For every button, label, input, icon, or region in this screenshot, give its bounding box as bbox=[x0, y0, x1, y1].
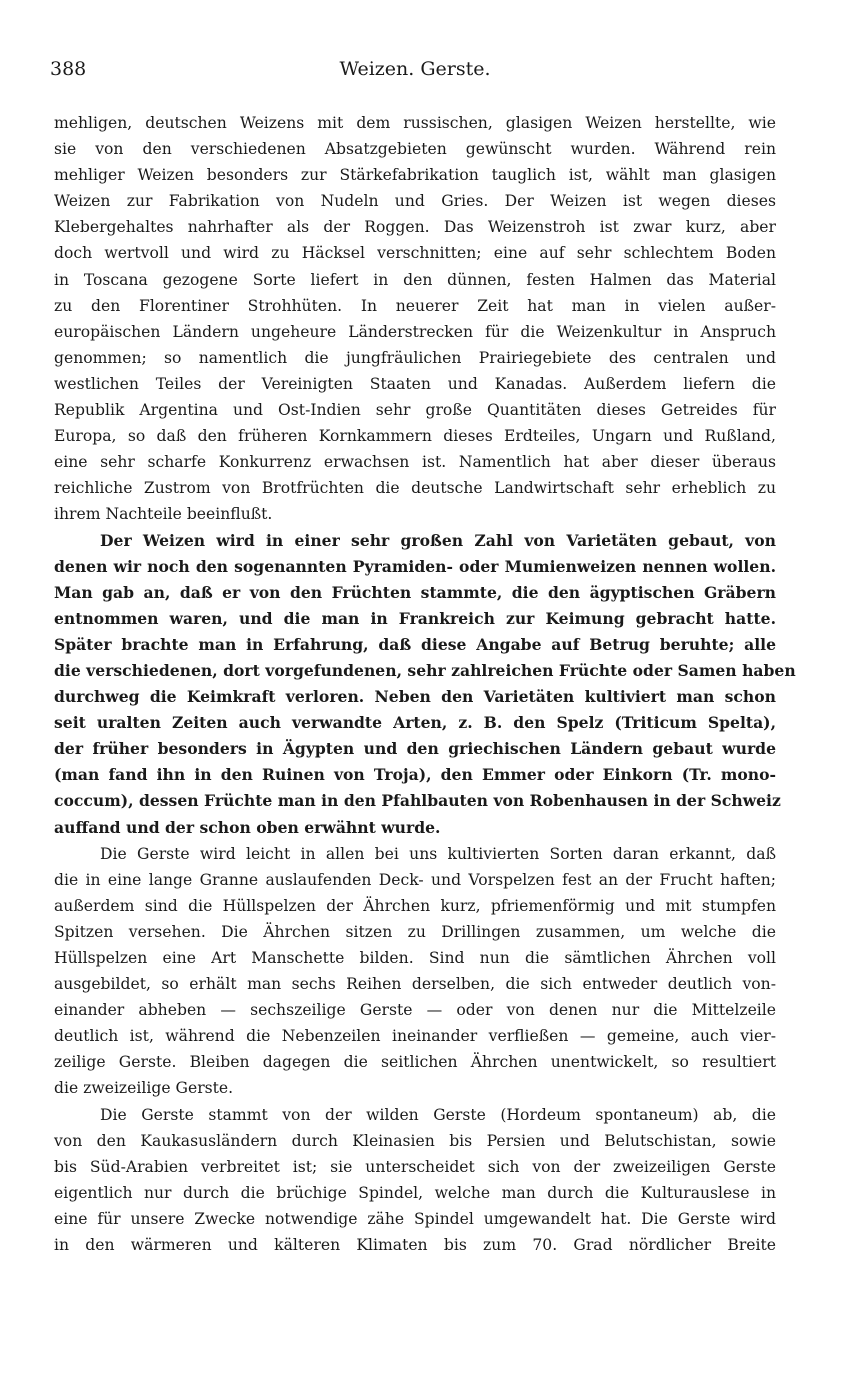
text-line: Republik Argentina und Ost-Indien sehr große Quantitäten dieses Getreides für bbox=[54, 401, 776, 420]
text-line: genommen; so namentlich die jungfräulichen Prairiegebiete des centralen und bbox=[54, 348, 776, 367]
paragraph-4 bbox=[54, 1102, 776, 1259]
paragraph-3 bbox=[54, 841, 776, 1102]
paragraph-1 bbox=[54, 110, 776, 528]
text-line: Spitzen versehen. Die Ährchen sitzen zu Drillingen zusammen, um welche die bbox=[54, 922, 776, 941]
text-line: eigentlich nur durch die brüchige Spindel, welche man durch die Kulturauslese in bbox=[54, 1183, 776, 1202]
page-number: 388 bbox=[50, 58, 87, 80]
text-line: außerdem sind die Hüllspelzen der Ährchen kurz, pfriemenförmig und mit stumpfen bbox=[54, 896, 776, 915]
text-line: reichliche Zustrom von Brotfrüchten die deutsche Landwirtschaft sehr erheblich zu bbox=[54, 479, 776, 498]
text-line: eine für unsere Zwecke notwendige zähe Spindel umgewandelt hat. Die Gerste wird bbox=[54, 1209, 776, 1228]
body-text bbox=[54, 110, 796, 1258]
text-line: in den wärmeren und kälteren Klimaten bis zum 70. Grad nördlicher Breite bbox=[54, 1236, 776, 1255]
running-head: Weizen. Gerste. bbox=[339, 58, 491, 80]
text-line: Der Weizen wird in einer sehr großen Zahl von Varietäten gebaut, von bbox=[100, 530, 776, 550]
text-line: die verschiedenen, dort vorgefundenen, sehr zahlreichen Früchte oder Samen haben bbox=[54, 660, 796, 680]
text-line: Klebergehaltes nahrhafter als der Roggen. Das Weizenstroh ist zwar kurz, aber bbox=[54, 218, 776, 237]
text-line: einander abheben — sechszeilige Gerste — oder von denen nur die Mittelzeile bbox=[54, 1001, 776, 1020]
text-line: deutlich ist, während die Nebenzeilen ineinander verfließen — gemeine, auch vier- bbox=[54, 1027, 776, 1046]
text-line: Die Gerste wird leicht in allen bei uns kultivierten Sorten daran erkannt, daß bbox=[100, 844, 776, 863]
text-line: doch wertvoll und wird zu Häcksel verschnitten; eine auf sehr schlechtem Boden bbox=[54, 244, 776, 263]
page-header bbox=[50, 58, 780, 88]
text-line: sie von den verschiedenen Absatzgebieten gewünscht wurden. Während rein bbox=[54, 140, 776, 159]
text-line: eine sehr scharfe Konkurrenz erwachsen ist. Namentlich hat aber dieser überaus bbox=[54, 453, 776, 472]
text-line: Die Gerste stammt von der wilden Gerste (Hordeum spontaneum) ab, die bbox=[100, 1105, 776, 1124]
text-line: mehliger Weizen besonders zur Stärkefabrikation tauglich ist, wählt man glasigen bbox=[54, 166, 776, 185]
text-line: Weizen zur Fabrikation von Nudeln und Gries. Der Weizen ist wegen dieses bbox=[54, 192, 776, 211]
text-line: in Toscana gezogene Sorte liefert in den dünnen, festen Halmen das Material bbox=[54, 270, 776, 289]
text-line: europäischen Ländern ungeheure Länderstrecken für die Weizenkultur in Anspruch bbox=[54, 322, 776, 341]
text-line: auffand und der schon oben erwähnt wurde. bbox=[54, 817, 441, 837]
text-line: von den Kaukasusländern durch Kleinasien bis Persien und Belutschistan, sowie bbox=[54, 1131, 776, 1150]
text-line: mehligen, deutschen Weizens mit dem russischen, glasigen Weizen herstellte, wie bbox=[54, 114, 776, 132]
text-line: durchweg die Keimkraft verloren. Neben den Varietäten kultiviert man schon bbox=[54, 687, 776, 707]
text-line: die in eine lange Granne auslaufenden Deck- und Vorspelzen fest an der Frucht haften; bbox=[54, 870, 776, 889]
text-line: entnommen waren, und die man in Frankreich zur Keimung gebracht hatte. bbox=[54, 608, 776, 628]
text-line: seit uralten Zeiten auch verwandte Arten, z. B. den Spelz (Triticum Spelta), bbox=[54, 713, 776, 733]
text-line: Hüllspelzen eine Art Manschette bilden. Sind nun die sämtlichen Ährchen voll bbox=[54, 949, 776, 967]
text-line: coccum), dessen Früchte man in den Pfahlbauten von Robenhausen in der Schweiz bbox=[54, 791, 781, 811]
text-line: die zweizeilige Gerste. bbox=[54, 1079, 234, 1098]
text-line: Man gab an, daß er von den Früchten stammte, die den ägyptischen Gräbern bbox=[54, 582, 776, 602]
text-line: zeilige Gerste. Bleiben dagegen die seitlichen Ährchen unentwickelt, so resultiert bbox=[54, 1053, 776, 1072]
text-line: bis Süd-Arabien verbreitet ist; sie unterscheidet sich von der zweizeiligen Gerste bbox=[54, 1157, 776, 1176]
text-line: der früher besonders in Ägypten und den griechischen Ländern gebaut wurde bbox=[54, 739, 776, 759]
text-line: (man fand ihn in den Ruinen von Troja), den Emmer oder Einkorn (Tr. mono- bbox=[54, 765, 776, 785]
text-line: denen wir noch den sogenannten Pyramiden- oder Mumienweizen nennen wollen. bbox=[54, 556, 776, 576]
text-line: westlichen Teiles der Vereinigten Staaten und Kanadas. Außerdem liefern die bbox=[54, 374, 776, 393]
paragraph-2 bbox=[54, 528, 796, 841]
text-line: ihrem Nachteile beeinflußt. bbox=[54, 505, 273, 524]
text-line: ausgebildet, so erhält man sechs Reihen derselben, die sich entweder deutlich von- bbox=[54, 975, 776, 994]
text-line: zu den Florentiner Strohhüten. In neuerer Zeit hat man in vielen außer- bbox=[54, 296, 776, 315]
text-line: Später brachte man in Erfahrung, daß diese Angabe auf Betrug beruhte; alle bbox=[54, 634, 776, 654]
text-line: Europa, so daß den früheren Kornkammern dieses Erdteiles, Ungarn und Rußland, bbox=[54, 427, 776, 446]
